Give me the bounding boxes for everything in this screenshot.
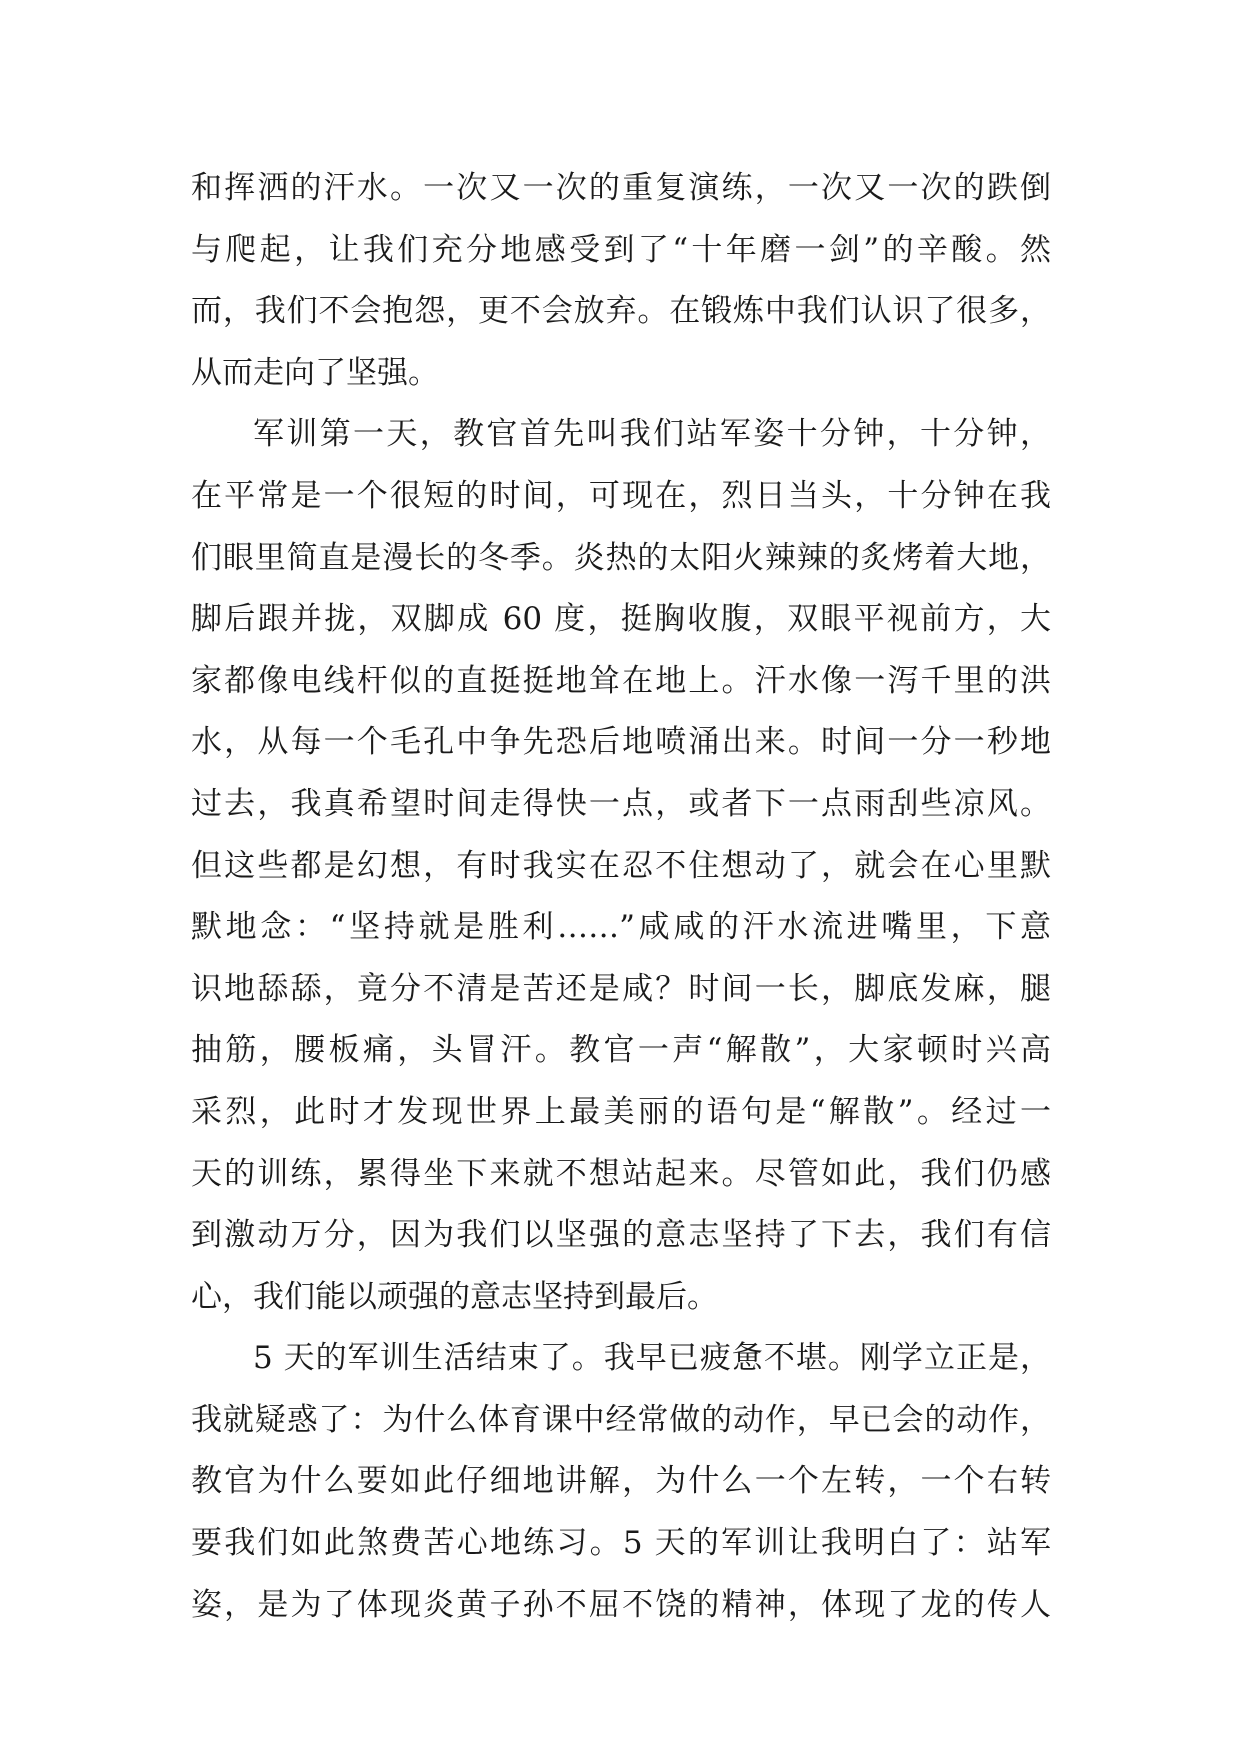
text-line: 家都像电线杆似的直挺挺地耸在地上。汗水像一泻千里的洪 [191,662,1051,699]
text-line: 天的训练，累得坐下来就不想站起来。尽管如此，我们仍感 [191,1155,1051,1192]
text-line: 过去，我真希望时间走得快一点，或者下一点雨刮些凉风。 [191,785,1051,822]
text-line: 教官为什么要如此仔细地讲解，为什么一个左转，一个右转 [191,1463,1051,1500]
text-line: 5 天的军训生活结束了。我早已疲惫不堪。刚学立正是， [253,1340,1051,1377]
text-line: 水，从每一个毛孔中争先恐后地喷涌出来。时间一分一秒地 [191,724,1051,761]
document-body-text [191,158,1051,1636]
text-line: 到激动万分，因为我们以坚强的意志坚持了下去，我们有信 [191,1217,1051,1254]
text-line: 抽筋，腰板痛，头冒汗。教官一声“解散”，大家顿时兴高 [191,1032,1051,1069]
text-line: 心，我们能以顽强的意志坚持到最后。 [191,1278,718,1315]
text-line: 但这些都是幻想，有时我实在忍不住想动了，就会在心里默 [191,847,1051,884]
text-line: 们眼里简直是漫长的冬季。炎热的太阳火辣辣的炙烤着大地， [191,539,1051,576]
text-line: 脚后跟并拢，双脚成 60 度，挺胸收腹，双眼平视前方，大 [191,601,1051,638]
text-line: 要我们如此煞费苦心地练习。5 天的军训让我明白了：站军 [191,1525,1051,1562]
text-line: 采烈，此时才发现世界上最美丽的语句是“解散”。经过一 [191,1093,1051,1130]
text-line: 我就疑惑了：为什么体育课中经常做的动作，早已会的动作， [191,1401,1051,1438]
text-line: 默地念：“坚持就是胜利……”咸咸的汗水流进嘴里，下意 [191,909,1051,946]
text-line: 而，我们不会抱怨，更不会放弃。在锻炼中我们认识了很多， [191,293,1051,330]
text-line: 和挥洒的汗水。一次又一次的重复演练，一次又一次的跌倒 [191,170,1051,206]
text-line: 识地舔舔，竟分不清是苦还是咸？时间一长，脚底发麻，腿 [191,970,1051,1007]
text-line: 与爬起，让我们充分地感受到了“十年磨一剑”的辛酸。然 [191,231,1051,268]
text-line: 在平常是一个很短的时间，可现在，烈日当头，十分钟在我 [191,477,1051,514]
text-line: 军训第一天，教官首先叫我们站军姿十分钟，十分钟， [253,416,1051,453]
text-line: 姿，是为了体现炎黄子孙不屈不饶的精神，体现了龙的传人 [191,1586,1051,1623]
text-line: 从而走向了坚强。 [191,354,439,391]
